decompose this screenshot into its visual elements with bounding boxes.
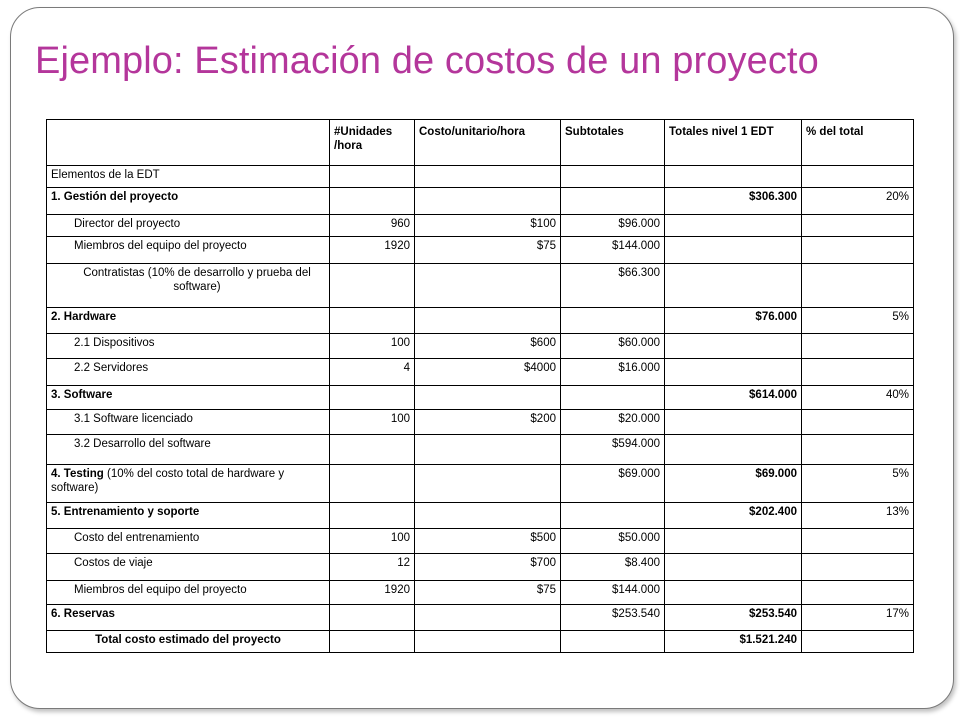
cost-cell <box>415 264 561 308</box>
total-cell: $253.540 <box>665 605 802 631</box>
percent-cell <box>802 435 914 465</box>
table-row <box>47 334 914 359</box>
units-cell: 1920 <box>330 581 415 605</box>
subtotal-cell <box>561 503 665 529</box>
total-cell: $1.521.240 <box>665 631 802 653</box>
total-cell <box>665 359 802 386</box>
row-label-main: 4. Testing <box>51 468 104 480</box>
cost-cell <box>415 308 561 334</box>
subtotal-cell: $69.000 <box>561 465 665 503</box>
percent-cell <box>802 631 914 653</box>
total-cell: $69.000 <box>665 465 802 503</box>
units-cell <box>330 465 415 503</box>
subtotal-cell: $144.000 <box>561 581 665 605</box>
row-label: Costo del entrenamiento <box>47 529 330 554</box>
subtotal-cell <box>561 188 665 215</box>
total-cell <box>665 264 802 308</box>
cost-cell <box>415 465 561 503</box>
percent-cell: 5% <box>802 308 914 334</box>
percent-cell: 20% <box>802 188 914 215</box>
units-cell: 100 <box>330 410 415 435</box>
total-cell: $306.300 <box>665 188 802 215</box>
row-label: Elementos de la EDT <box>47 166 330 188</box>
header-cell: Subtotales <box>561 120 665 166</box>
total-cell <box>665 410 802 435</box>
row-label: 3. Software <box>47 386 330 410</box>
cost-cell <box>415 435 561 465</box>
table-row <box>47 410 914 435</box>
total-cell <box>665 529 802 554</box>
units-cell <box>330 503 415 529</box>
units-cell: 1920 <box>330 237 415 264</box>
percent-cell <box>802 215 914 237</box>
table-row <box>47 359 914 386</box>
units-cell: 4 <box>330 359 415 386</box>
percent-cell: 40% <box>802 386 914 410</box>
units-cell <box>330 435 415 465</box>
table-row <box>47 386 914 410</box>
table-row <box>47 166 914 188</box>
table-row <box>47 503 914 529</box>
row-label: Miembros del equipo del proyecto <box>47 237 330 264</box>
percent-cell <box>802 359 914 386</box>
cost-cell <box>415 503 561 529</box>
cost-cell: $500 <box>415 529 561 554</box>
percent-cell <box>802 334 914 359</box>
total-cell <box>665 554 802 581</box>
subtotal-cell: $594.000 <box>561 435 665 465</box>
subtotal-cell: $144.000 <box>561 237 665 264</box>
header-cell: % del total <box>802 120 914 166</box>
header-cell: #Unidades /hora <box>330 120 415 166</box>
cost-cell: $700 <box>415 554 561 581</box>
row-label: 3.1 Software licenciado <box>47 410 330 435</box>
subtotal-cell: $253.540 <box>561 605 665 631</box>
total-cell: $202.400 <box>665 503 802 529</box>
percent-cell: 17% <box>802 605 914 631</box>
units-cell <box>330 386 415 410</box>
row-label: Miembros del equipo del proyecto <box>47 581 330 605</box>
percent-cell: 13% <box>802 503 914 529</box>
total-cell: $614.000 <box>665 386 802 410</box>
table-row <box>47 465 914 503</box>
subtotal-cell <box>561 386 665 410</box>
total-cell <box>665 166 802 188</box>
percent-cell <box>802 264 914 308</box>
row-label: 3.2 Desarrollo del software <box>47 435 330 465</box>
units-cell <box>330 605 415 631</box>
subtotal-cell <box>561 308 665 334</box>
percent-cell <box>802 554 914 581</box>
table-row <box>47 529 914 554</box>
row-label: 2.2 Servidores <box>47 359 330 386</box>
page-title: Ejemplo: Estimación de costos de un proyecto <box>35 40 819 82</box>
cost-cell: $200 <box>415 410 561 435</box>
row-label <box>47 465 330 503</box>
percent-cell <box>802 410 914 435</box>
table-row <box>47 237 914 264</box>
subtotal-cell: $50.000 <box>561 529 665 554</box>
row-label: Contratistas (10% de desarrollo y prueba del software) <box>47 264 330 308</box>
subtotal-cell <box>561 631 665 653</box>
percent-cell <box>802 581 914 605</box>
subtotal-cell: $66.300 <box>561 264 665 308</box>
subtotal-cell: $96.000 <box>561 215 665 237</box>
cost-cell <box>415 631 561 653</box>
units-cell: 100 <box>330 529 415 554</box>
row-label: 2.1 Dispositivos <box>47 334 330 359</box>
subtotal-cell: $8.400 <box>561 554 665 581</box>
table-row <box>47 605 914 631</box>
cost-cell: $4000 <box>415 359 561 386</box>
header-cell: Costo/unitario/hora <box>415 120 561 166</box>
cost-cell: $75 <box>415 581 561 605</box>
total-cell <box>665 334 802 359</box>
row-label: 5. Entrenamiento y soporte <box>47 503 330 529</box>
row-label: 1. Gestión del proyecto <box>47 188 330 215</box>
row-label: 2. Hardware <box>47 308 330 334</box>
table-row <box>47 215 914 237</box>
units-cell <box>330 264 415 308</box>
total-cell <box>665 237 802 264</box>
row-label: 6. Reservas <box>47 605 330 631</box>
units-cell <box>330 308 415 334</box>
total-cell <box>665 435 802 465</box>
percent-cell <box>802 237 914 264</box>
subtotal-cell: $16.000 <box>561 359 665 386</box>
subtotal-cell: $60.000 <box>561 334 665 359</box>
table-row <box>47 435 914 465</box>
table-row <box>47 188 914 215</box>
cost-cell: $75 <box>415 237 561 264</box>
subtotal-cell: $20.000 <box>561 410 665 435</box>
units-cell <box>330 166 415 188</box>
row-label: Costos de viaje <box>47 554 330 581</box>
cost-cell <box>415 386 561 410</box>
subtotal-cell <box>561 166 665 188</box>
units-cell: 100 <box>330 334 415 359</box>
row-label: Total costo estimado del proyecto <box>47 631 330 653</box>
table-row <box>47 581 914 605</box>
table-header-row <box>47 120 914 166</box>
cost-cell <box>415 166 561 188</box>
table-row <box>47 264 914 308</box>
table-row <box>47 554 914 581</box>
cost-cell: $100 <box>415 215 561 237</box>
units-cell <box>330 631 415 653</box>
units-cell <box>330 188 415 215</box>
table-body <box>47 166 914 653</box>
table-row <box>47 631 914 653</box>
percent-cell: 5% <box>802 465 914 503</box>
units-cell: 960 <box>330 215 415 237</box>
cost-cell <box>415 188 561 215</box>
cost-cell: $600 <box>415 334 561 359</box>
header-cell <box>47 120 330 166</box>
total-cell: $76.000 <box>665 308 802 334</box>
total-cell <box>665 581 802 605</box>
percent-cell <box>802 166 914 188</box>
header-cell: Totales nivel 1 EDT <box>665 120 802 166</box>
percent-cell <box>802 529 914 554</box>
cost-cell <box>415 605 561 631</box>
row-label: Director del proyecto <box>47 215 330 237</box>
table-row <box>47 308 914 334</box>
cost-estimate-table <box>46 119 914 653</box>
row-label-note: (10% del costo total de hardware y software) <box>51 468 285 494</box>
total-cell <box>665 215 802 237</box>
units-cell: 12 <box>330 554 415 581</box>
